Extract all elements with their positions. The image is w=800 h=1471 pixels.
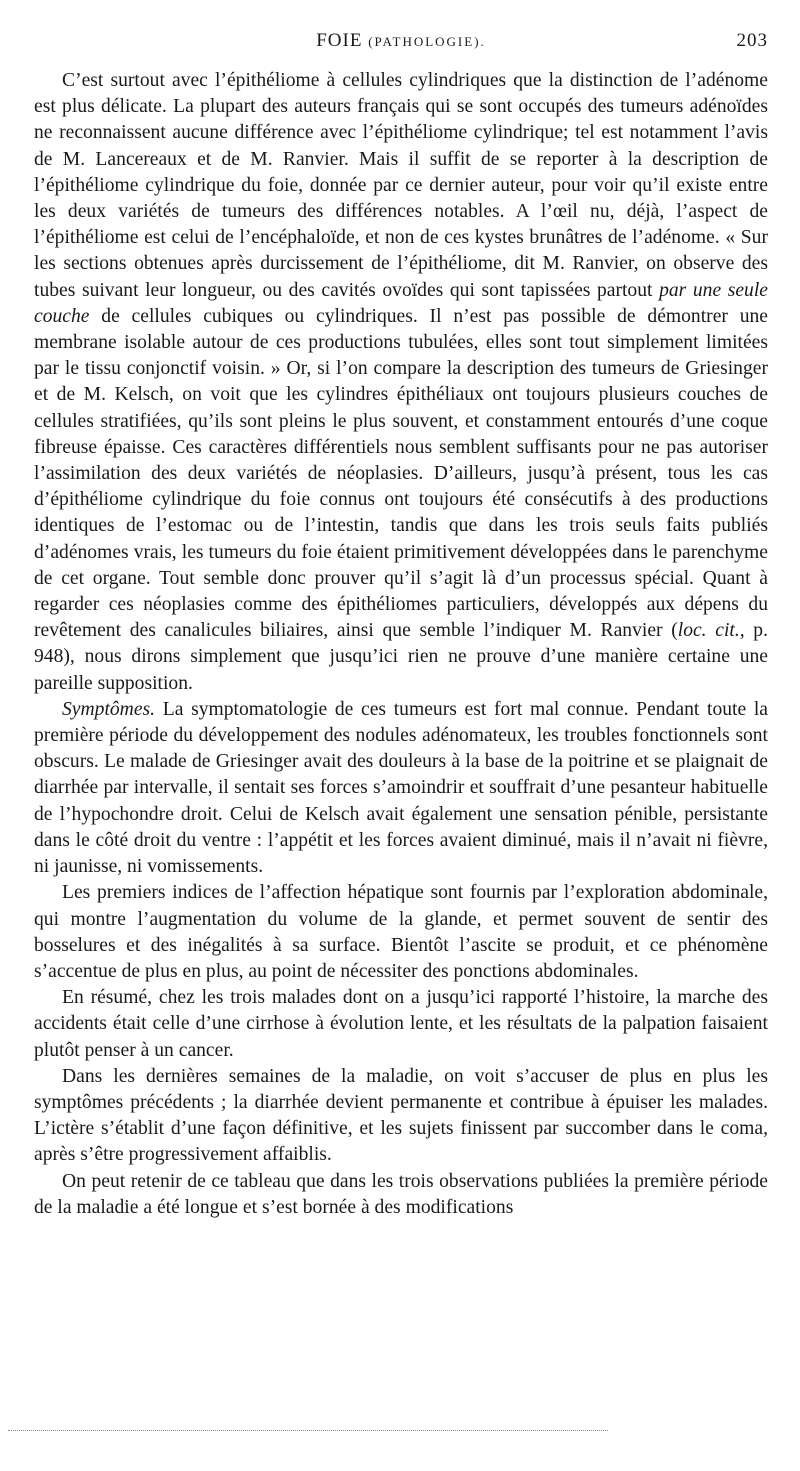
page-number: 203	[736, 30, 768, 51]
footer-dotted-rule	[8, 1430, 608, 1433]
book-page	[34, 0, 768, 1221]
paragraph-dernieres-semaines: Dans les dernières semaines de la maladie, on voit s’accuser de plus en plus les symptômes précédents ; la diarrhée devient permanente et contribue à épuiser les malades. L’ictère s’établit d’une façon définitive, et les sujets finissent par succomber dans le coma, après s’être progressivement affaiblis.	[34, 1065, 768, 1166]
running-head	[34, 30, 768, 68]
running-title	[34, 30, 768, 52]
paragraph-adenome-distinction	[34, 68, 768, 697]
paragraph-symptomes	[34, 697, 768, 880]
text-run: La symptomatologie de ces tumeurs est fort mal connue. Pendant toute la première période du développement des nodules adénomateux, les troubles fonctionnels sont obscurs. Le malade de Griesinger avait des douleurs à la base de la poitrine et se plaignait de diarrhée par intervalle, il sentait ses forces s’amoindrir et souffrait d’une pesanteur habituelle de l’hypochondre droit. Celui de Kelsch avait également une sensation pénible, persistante dans le côté droit du ventre : l’appétit et les forces avaient diminué, mais il n’avait ni fièvre, ni jaunisse, ni vomissements.	[34, 698, 768, 878]
section-label-symptomes: Symptômes.	[62, 698, 156, 720]
running-title-main: FOIE	[316, 30, 363, 51]
italic-run: par une seule couche	[34, 279, 768, 327]
text-run: C’est surtout avec l’épithéliome à cellules cylindriques que la distinction de l’adénome est plus délicate. La plupart des auteurs français qui se sont occupés des tumeurs adénoïdes ne reconnaissent aucune différence avec l’épithéliome cylindrique; tel est notamment l’avis de M. Lancereaux et de M. Ranvier. Mais il suffit de se reporter à la description de l’épithéliome cylindrique du foie, donnée par ce dernier auteur, pour voir qu’il existe entre les deux variétés de tumeurs des différences notables. A l’œil nu, déjà, l’aspect de l’épithéliome est celui de l’encéphaloïde, et non de ces kystes brunâtres de l’adénome. « Sur les sections obtenues après durcissement de l’épithéliome, dit M. Ranvier, on observe des tubes suivant leur longueur, ou des cavités ovoïdes qui sont tapissées partout	[34, 70, 768, 301]
body-text	[34, 68, 768, 1221]
paragraph-en-resume: En résumé, chez les trois malades dont on a jusqu’ici rapporté l’histoire, la marche des accidents était celle d’une cirrhose à évolution lente, et les résultats de la palpation faisaient plutôt penser à un cancer.	[34, 987, 768, 1061]
paragraph-premiers-indices: Les premiers indices de l’affection hépatique sont fournis par l’exploration abdominale, qui montre l’augmentation du volume de la glande, et permet souvent de sentir des bosselures et des inégalités à sa surface. Bientôt l’ascite se produit, et ce phénomène s’accentue de plus en plus, au point de nécessiter des ponctions abdominales.	[34, 882, 768, 982]
text-run: , p. 948), nous dirons simplement que jusqu’ici rien ne prouve d’une manière certaine une pareille supposition.	[34, 620, 768, 694]
running-title-sub: (PATHOLOGIE).	[368, 34, 486, 49]
text-run: de cellules cubiques ou cylindriques. Il n’est pas possible de démontrer une membrane isolable autour de ces productions tubulées, elles sont tout simplement limitées par le tissu conjonctif voisin. » Or, si l’on compare la description des tumeurs de Griesinger et de M. Kelsch, on voit que les cylindres épithéliaux ont toujours plusieurs couches de cellules stratifiées, qu’ils sont pleins le plus souvent, et constamment entourés d’une coque fibreuse épaisse. Ces caractères différentiels nous semblent suffisants pour ne pas autoriser l’assimilation des deux variétés de néoplasies. D’ailleurs, jusqu’à présent, tous les cas d’épithéliome cylindrique du foie connus ont toujours été consécutifs à des productions identiques de l’estomac ou de l’intestin, tandis que dans les trois seuls faits publiés d’adénomes vrais, les tumeurs du foie étaient primitivement développées dans le parenchyme de cet organe. Tout semble donc prouver qu’il s’agit là d’un processus spécial. Quant à regarder ces néoplasies comme des épithéliomes particuliers, développés aux dépens du revêtement des canalicules biliaires, ainsi que semble l’indiquer M. Ranvier (	[34, 305, 768, 642]
paragraph-tableau: On peut retenir de ce tableau que dans les trois observations publiées la première période de la maladie a été longue et s’est bornée à des modifications	[34, 1170, 768, 1218]
citation: loc. cit.	[677, 620, 740, 642]
